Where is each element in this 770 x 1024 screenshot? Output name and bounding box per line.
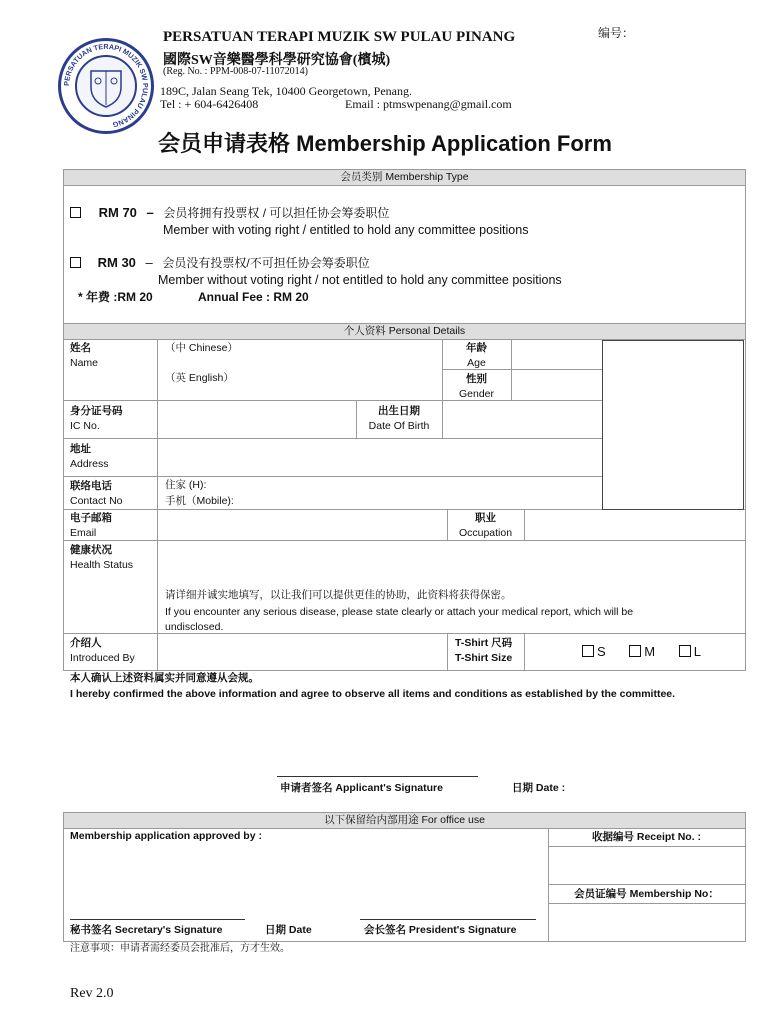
option-rm70[interactable]: RM 70 – 会员将拥有投票权 / 可以担任协会筹委职位 [70, 205, 389, 221]
introduced-label: 介绍人 Introduced By [70, 637, 135, 664]
applicant-date[interactable]: 日期 Date : [512, 782, 566, 794]
page-title: 会员申请表格 Membership Application Form [158, 131, 612, 156]
approval-note: 注意事项：申请者需经委员会批准后，方才生效。 [70, 943, 290, 954]
address: 189C, Jalan Seang Tek, 10400 Georgetown, Penang. [160, 84, 413, 98]
health-note-en-cont: undisclosed. [165, 621, 224, 633]
receipt-no-label: 收据编号 Receipt No. : [591, 831, 702, 843]
org-name-en: PERSATUAN TERAPI MUZIK SW PULAU PINANG [163, 29, 516, 45]
org-name-cn: 國際SW音樂醫學科學研究協會(檳城) [163, 53, 391, 68]
declaration-en: I hereby confirmed the above information and agree to observe all items and conditions as established by the committee. [70, 688, 676, 700]
option-rm30-en: Member without voting right / not entitled to hold any committee positions [158, 273, 562, 287]
checkbox-icon[interactable] [582, 645, 594, 657]
tshirt-label: T-Shirt 尺码 T-Shirt Size [455, 637, 513, 664]
photo-box[interactable] [602, 340, 744, 510]
president-signature[interactable]: 会长签名 President's Signature [364, 924, 517, 936]
membership-no-label: 会员证编号 Membership No： [574, 888, 719, 900]
email-label: 电子邮箱 Email [70, 512, 112, 539]
checkbox-icon[interactable] [629, 645, 641, 657]
name-chinese-field[interactable]: （中 Chinese） [165, 342, 238, 354]
applicant-signature[interactable]: 申请者签名 Applicant's Signature [280, 782, 443, 794]
declaration-cn: 本人确认上述资料属实并同意遵从会规。 [70, 672, 259, 684]
secretary-signature[interactable]: 秘书签名 Secretary's Signature [70, 924, 223, 936]
personal-details-header: 个人资料 Personal Details [63, 323, 746, 340]
reg-no: (Reg. No. : PPM-008-07-11072014) [163, 66, 308, 77]
office-date[interactable]: 日期 Date [265, 924, 312, 936]
option-rm70-en: Member with voting right / entitled to hold any committee positions [163, 223, 529, 237]
svg-text:PERSATUAN TERAPI MUZIK SW PULA: PERSATUAN TERAPI MUZIK SW PULAU PINANG [61, 41, 151, 130]
revision-label: Rev 2.0 [70, 986, 114, 1001]
gender-label: 性别 Gender [458, 373, 495, 400]
contact-label: 联络电话 Contact No [70, 480, 123, 507]
checkbox-icon[interactable] [679, 645, 691, 657]
name-label: 姓名 Name [70, 342, 99, 369]
annual-fee-en: Annual Fee : RM 20 [198, 290, 309, 304]
address-label: 地址 Address [70, 443, 109, 470]
health-note-cn: 请详细并诚实地填写，以让我们可以提供更佳的协助，此资料将获得保密。 [165, 589, 512, 601]
membership-type-header: 会员类别 Membership Type [63, 169, 746, 186]
tshirt-size-options[interactable]: S M L [582, 644, 701, 659]
age-label: 年龄 Age [466, 342, 487, 369]
checkbox-icon[interactable] [70, 257, 81, 268]
email: Email : ptmswpenang@gmail.com [345, 97, 512, 111]
checkbox-icon[interactable] [70, 207, 81, 218]
ic-label: 身分证号码 IC No. [70, 405, 123, 432]
annual-fee-cn: * 年费 :RM 20 [78, 290, 153, 304]
approved-by-label: Membership application approved by : [70, 830, 262, 842]
dob-label: 出生日期 Date Of Birth [368, 405, 430, 432]
health-label: 健康状况 Health Status [70, 544, 134, 571]
association-logo [58, 38, 154, 134]
name-english-field[interactable]: （英 English） [165, 372, 234, 384]
mobile-phone-field[interactable]: 手机（Mobile): [165, 495, 234, 507]
health-note-en: If you encounter any serious disease, please state clearly or attach your medical report, which will be [165, 606, 634, 618]
serial-number-label: 编号： [598, 26, 635, 40]
telephone: Tel : + 604-6426408 [160, 97, 259, 111]
home-phone-field[interactable]: 住家 (H): [165, 479, 207, 491]
office-use-header: 以下保留给内部用途 For office use [63, 812, 746, 829]
occupation-label: 职业 Occupation [458, 512, 513, 539]
logo-emblem [75, 55, 137, 117]
option-rm30[interactable]: RM 30 – 会员没有投票权/不可担任协会筹委职位 [70, 255, 370, 271]
